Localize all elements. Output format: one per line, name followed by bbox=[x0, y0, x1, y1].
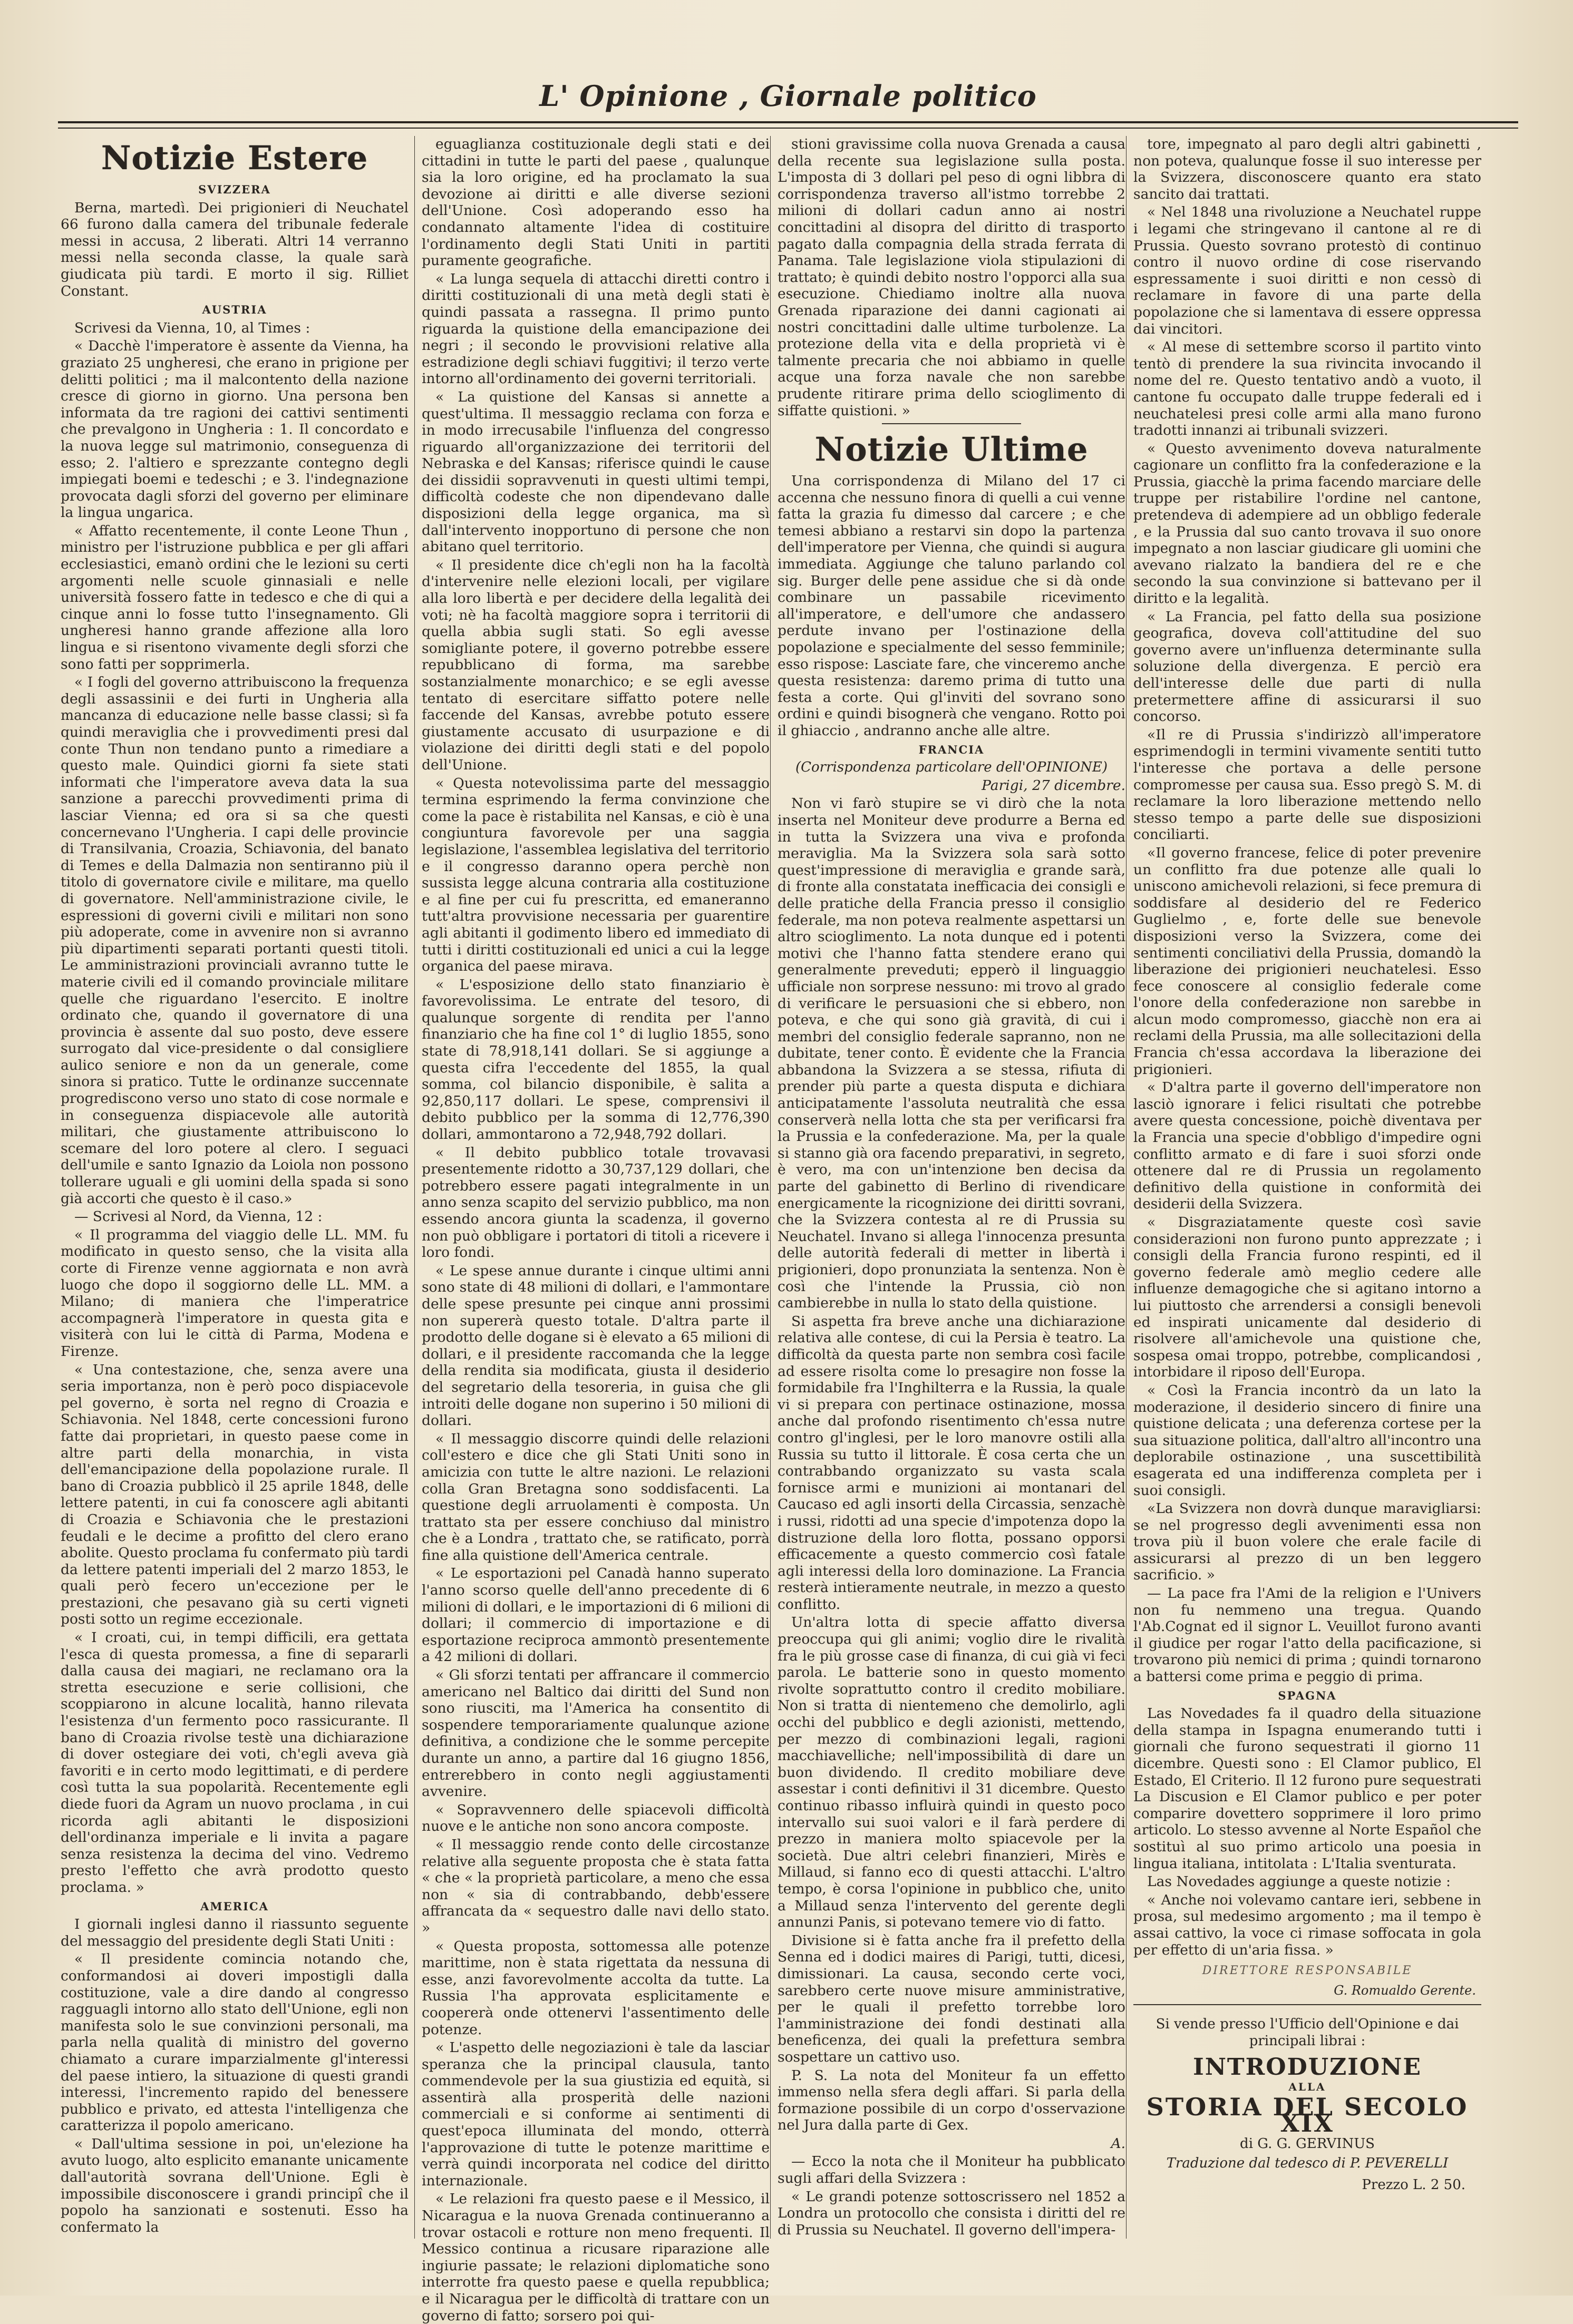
ad-intro-line: principali librai : bbox=[1249, 2033, 1366, 2049]
article-paragraph: « Il debito pubblico totale trovavasi presentemente ridotto a 30,737,129 dollari, che potrebbero essere pagati integralmente in un anno senza scapito del servizio pubblico, ma non essendo ancora giunta la scadenza, il governo non può obbligare i portatori di titoli a ricevere i loro fondi. bbox=[422, 1144, 770, 1261]
column-separator bbox=[770, 136, 771, 2239]
article-paragraph: «La Svizzera non dovrà dunque maravigliarsi: se nel progresso degli avvenimenti essa non trova più il buon volere che erale facile di assicurarsi al prezzo di un ben leggero sacrificio. » bbox=[1133, 1500, 1481, 1584]
article-paragraph: « Le spese annue durante i cinque ultimi anni sono state di 48 milioni di dollari, e l'ammontare delle spese presunte pei cinque anni prossimi non supererà questo totale. D'altra parte il prodotto delle dogane si è elevato a 65 milioni di dollari, e il presidente raccomanda che la legge della rendita sia modificata, giusta il desiderio del segretario della tesoreria, in guisa che gli introiti delle dogane non superino i 50 milioni di dollari. bbox=[422, 1262, 770, 1429]
masthead-rule-thin bbox=[58, 128, 1518, 129]
article-paragraph: « Il presidente comincia notando che, conformandosi ai doveri impostigli dalla costituzione, vale a dire dando al congresso ragguagli intorno allo stato dell'Unione, egli non manifesta solo le sue convinzioni personali, ma parla nella qualità di ministro del governo chiamato a curare imparzialmente gl'interessi del paese intiero, la situazione di questi grandi interessi, l'incremento rapido del benessere pubblico e privato, ed attesta l'intelligenza che caratterizza il popolo americano. bbox=[61, 1951, 409, 2134]
masthead: L' Opinione , Giornale politico bbox=[539, 79, 1037, 113]
column-3 bbox=[778, 136, 1125, 2265]
article-paragraph: « Sopravvennero delle spiacevoli difficoltà nuove e le antiche non sono ancora composte. bbox=[422, 1801, 770, 1835]
column-1 bbox=[61, 136, 409, 2265]
article-paragraph: — Ecco la nota che il Moniteur ha pubblicato sugli affari della Svizzera : bbox=[778, 2153, 1125, 2187]
article-paragraph: Un'altra lotta di specie affatto diversa preoccupa qui gli animi; voglio dire le rivalità fra le più grosse case di finanza, di cui già vi feci parola. Le batterie sono in questo momento rivolte soprattutto contro il credito mobiliare. Non si tratta di nientemeno che demolirlo, agli occhi del pubblico e degli azionisti, mettendo, per mezzo di combinazioni legali, ragioni macchiavelliche; nell'impossibilità di dare un buon dividendo. Il credito mobiliare deve assestar i conti definitivi il 31 dicembre. Questo continuo ribasso influirà quindi in questo poco intervallo sui suoi valori e il farà perdere di prezzo in maniera molto spiacevole per la società. Due altri celebri finanzieri, Mirès e Millaud, si fanno eco di questi attacchi. L'altro tempo, è corsa l'opinione in pubblico che, unito a Millaud senza l'intervento del gerente degli annunzi Panis, si potevano temere vio di fatto. bbox=[778, 1614, 1125, 1931]
column-separator bbox=[1126, 136, 1127, 2239]
article-paragraph: « Questa proposta, sottomessa alle potenze marittime, non è stata rigettata da nessuna di esse, anzi favorevolmente accolta da tutte. La Russia l'ha approvata esplicitamente e coopererà onde ottenervi l'assentimento delle potenze. bbox=[422, 1938, 770, 2038]
editor-note: DIRETTORE RESPONSABILE bbox=[1202, 1964, 1413, 1978]
ad-connector: ALLA bbox=[1288, 2080, 1326, 2093]
article-paragraph: Las Novedades fa il quadro della situazione della stampa in Ispagna enumerando tutti i giornali che furono sequestrati il giorno 11 dicembre. Questi sono : El Clamor publico, El Estado, El Criterio. Il 12 furono pure sequestrati La Discusion e El Clamor publico e per poter comparire dovettero sopprimere il loro primo articolo. Lo stesso avvenne al Norte Español che sostituì al suo primo articolo una poesia in lingua italiana, intitolata : L'Italia sventurata. bbox=[1133, 1705, 1481, 1872]
book-advertisement bbox=[1133, 2004, 1481, 2194]
article-paragraph: « Questa notevolissima parte del messaggio termina esprimendo la ferma convinzione che come la pace è ristabilita nel Kansas, e ciò è una congiuntura favorevole per una saggia legislazione, l'assemblea legislativa del territorio e il congresso daranno opera perchè non sussista legge alcuna contraria alla costituzione e al fine per cui fu prescritta, ed emaneranno tutt'altra provvisione necessaria per guarentire agli abitanti il godimento libero ed immediato di tutti i diritti costituzionali ed unici a cui la legge organica del paese mirava. bbox=[422, 775, 770, 975]
article-paragraph: « Il programma del viaggio delle LL. MM. fu modificato in questo senso, che la visita alla corte di Firenze venne aggiornata e non avrà luogo che dopo il soggiorno delle LL. MM. a Milano; di maniera che l'imperatrice accompagnerà l'imperatore in questa gita e visiterà con lui le città di Parma, Modena e Firenze. bbox=[61, 1226, 409, 1360]
column-4 bbox=[1133, 136, 1481, 2265]
article-paragraph: eguaglianza costituzionale degli stati e dei cittadini in tutte le parti del paese , qualunque sia la loro origine, ed ha proclamato la sua devozione ai diritti e alle diverse sezioni dell'Unione. Così adoperando esso ha condannato altamente l'idea di costituire l'ordinamento degli Stati Uniti in partiti puramente geografiche. bbox=[422, 136, 770, 269]
article-paragraph: « Il presidente dice ch'egli non ha la facoltà d'intervenire nelle elezioni locali, per vigilare alla loro libertà e per decidere della legalità dei voti; nè ha facoltà maggiore sopra i territorii di quella abbia sugli stati. So egli avesse somigliante potere, il governo potrebbe essere repubblicano di forma, ma sarebbe sostanzialmente monarchico; e se egli avesse tentato di esercitare siffatto potere nelle faccende del Kansas, avrebbe potuto essere giustamente accusato di usurpazione e di violazione dei diritti degli stati e del popolo dell'Unione. bbox=[422, 556, 770, 773]
article-paragraph: « La Francia, pel fatto della sua posizione geografica, doveva coll'attitudine del suo governo avere un'influenza determinante sulla soluzione della divergenza. E perciò era dell'interesse delle due parti di nulla pretermettere affine di assicurarsi il suo concorso. bbox=[1133, 608, 1481, 725]
article-paragraph: stioni gravissime colla nuova Grenada a causa della recente sua legislazione sulla posta. L'imposta di 3 dollari pel peso di ogni libbra di corrispondenza traverso all'istmo torrebbe 2 milioni di dollari cadun anno ai nostri concittadini al disopra del diritto di trasporto pagato dalla compagnia della strada ferrata di Panama. Tale legislazione viola stipulazioni di trattato; è quindi debito nostro l'opporci alla sua esecuzione. Chiediamo inoltre alla nuova Grenada riparazione dei danni cagionati ai nostri concittadini dalle ultime turbolenze. La protezione della vita e della proprietà vi è talmente precaria che noi abbiamo in quelle acque una forza navale che non sarebbe prudente ritirare prima dello scioglimento di siffatte quistioni. » bbox=[778, 136, 1125, 419]
article-paragraph: « Dacchè l'imperatore è assente da Vienna, ha graziato 25 ungheresi, che erano in prigione per delitti politici ; ma il malcontento della nazione cresce di giorno in giorno. Una persona ben informata da tre ragioni dei cattivi sentimenti che prevalgono in Ungheria : 1. Il concordato e la nuova legge sul matrimonio, conseguenza di esso; 2. l'altiero e sprezzante contegno degli impiegati boemi e tedeschi ; e 3. l'indegnazione provocata dagli sforzi del governo per eliminare la lingua ungarica. bbox=[61, 338, 409, 521]
article-paragraph: Divisione si è fatta anche fra il prefetto della Senna ed i dodici maires di Parigi, tutti, dicesi, dimissionari. La causa, secondo certe voci, sarebbero certe nuove misure amministrative, per le quali il prefetto torrebbe loro l'amministrazione dei fondi destinati alla beneficenza, dei quali la prefettura sembra sospettare un cattivo uso. bbox=[778, 1932, 1125, 2065]
masthead-rule bbox=[58, 121, 1518, 123]
dateline: Parigi, 27 dicembre. bbox=[982, 777, 1125, 794]
article-paragraph: « Dall'ultima sessione in poi, un'elezione ha avuto luogo, alto esplicito emanante unicamente dall'autorità sovrana dell'Unione. Egli è impossibile disconoscere i grandi principî che il popolo ha sanzionati e sostenuti. Esso ha confermato la bbox=[61, 2135, 409, 2235]
correspondence-heading: (Corrispondenza particolare dell'OPINIONE) bbox=[795, 759, 1108, 776]
article-paragraph: « L'aspetto delle negoziazioni è tale da lasciar speranza che la principal clausula, tanto commendevole per la sua giustizia ed equità, si assentirà alla prosperità delle nazioni commerciali e si conforme ai sentimenti di quest'epoca illuminata del mondo, otterrà l'approvazione di tutte le potenze marittime e verrà quindi incorporata nel codice del diritto internazionale. bbox=[422, 2039, 770, 2189]
article-paragraph: « La quistione del Kansas si annette a quest'ultima. Il messaggio reclama con forza e in modo irrecusabile l'influenza del congresso riguardo all'organizzazione dei territorii del Nebraska e del Kansas; riferisce quindi le cause dei dissidii sopravvenuti in questi ultimi tempi, difficoltà codeste che non dipendevano dalle disposizioni della legge organica, ma sì dall'intervento inopportuno di persone che non abitano quel territorio. bbox=[422, 388, 770, 555]
subsection-heading: AUSTRIA bbox=[202, 303, 267, 317]
article-paragraph: Berna, martedì. Dei prigionieri di Neuchatel 66 furono dalla camera del tribunale federale messi in accusa, 2 liberati. Altri 14 verranno messi nella seconda classe, la quale sarà giudicata più tardi. E morto il sig. Rilliet Constant. bbox=[61, 199, 409, 299]
article-paragraph: « Le esportazioni pel Canadà hanno superato l'anno scorso quelle dell'anno precedente di 6 milioni di dollari, e le importazioni di 6 milioni di dollari; il commercio di importazione e di esportazione reciproca ammontò presentemente a 42 milioni di dollari. bbox=[422, 1565, 770, 1665]
subsection-heading: AMERICA bbox=[200, 1899, 269, 1913]
article-paragraph: « Una contestazione, che, senza avere una seria importanza, non è però poco dispiacevole pel governo, è sorta nel regno di Croazia e Schiavonia. Nel 1848, certe concessioni furono fatte dai proprietari, in questo paese come in altre parti della monarchia, in vista dell'emancipazione della popolazione rurale. Il bano di Croazia pubblicò il 25 aprile 1848, delle lettere patenti, in cui fa conoscere agli abitanti di Croazia e Schiavonia che le prestazioni feudali e le decime a profitto del clero erano abolite. Questo proclama fu confermato più tardi da lettere patenti imperiali del 2 marzo 1853, le quali però fecero un'eccezione per le prestazioni, che pesavano già su certi vigneti posti sotto un regime eccezionale. bbox=[61, 1361, 409, 1628]
article-paragraph: « I croati, cui, in tempi difficili, era gettata l'esca di questa promessa, a fine di separarli dalla causa dei magiari, ne reclamano ora la stretta esecuzione e serie collisioni, che scoppiarono in alcune località, hanno rilevata l'esistenza d'un fermento poco rassicurante. Il bano di Croazia rivolse testè una dichiarazione di dover ostegiare dei voti, ch'egli aveva già favoriti e in certo modo legittimati, e di perdere così tutta la sua popolarità. Recentemente egli diede fuori da Agram un nuovo proclama , in cui ricorda agli abitanti le disposizioni dell'ordinanza imperiale e li invita a pagare senza resistenza la decima del vino. Vedremo presto l'effetto che avrà prodotto questo proclama. » bbox=[61, 1629, 409, 1896]
article-paragraph: Las Novedades aggiunge a queste notizie : bbox=[1147, 1873, 1451, 1890]
article-paragraph: tore, impegnato al paro degli altri gabinetti , non poteva, qualunque fosse il suo interesse per la Svizzera, disconoscere quanto era stato sancito dai trattati. bbox=[1133, 136, 1481, 202]
ad-translator: Traduzione dal tedesco di P. PEVERELLI bbox=[1166, 2155, 1449, 2171]
section-title-latest-news: Notizie Ultime bbox=[814, 430, 1089, 469]
article-paragraph: Scrivesi da Vienna, 10, al Times : bbox=[74, 319, 310, 336]
subsection-heading: SPAGNA bbox=[1278, 1688, 1337, 1702]
article-paragraph: — La pace fra l'Ami de la religion e l'Univers non fu nemmeno una tregua. Quando l'Ab.Cognat ed il signor L. Veuillot furono avanti il giudice per rogar l'atto della pacificazione, si trovarono più nemici di prima ; quindi tornarono a battersi come prima e peggio di prima. bbox=[1133, 1585, 1481, 1685]
ad-book-title: STORIA DEL SECOLO XIX bbox=[1146, 2092, 1469, 2138]
article-paragraph: « Le grandi potenze sottoscrissero nel 1852 a Londra un protocollo che consista i diritti del re di Prussia su Neuchatel. Il governo dell'impera- bbox=[778, 2188, 1125, 2238]
subsection-heading: FRANCIA bbox=[918, 743, 985, 756]
section-title-foreign-news: Notizie Estere bbox=[101, 139, 368, 177]
article-paragraph: I giornali inglesi danno il riassunto seguente del messaggio del presidente degli Stati Uniti : bbox=[61, 1916, 409, 1949]
article-paragraph: « Gli sforzi tentati per affrancare il commercio americano nel Baltico dai diritti del Sund non sono riusciti, ma l'America ha consentito di sospendere temporariamente qualunque azione definitiva, a condizione che le somme percepite durante un anno, a partire dal 16 giugno 1856, entrerebbero in conto negli aggiustamenti avvenire. bbox=[422, 1667, 770, 1800]
article-paragraph: « Il messaggio rende conto delle circostanze relative alla seguente proposta che è stata fatta « che « la proprietà particolare, a meno che essa non « sia di contrabbando, debb'essere affrancata da « sequestro dalle navi dello stato. » bbox=[422, 1836, 770, 1936]
ad-price: Prezzo L. 2 50. bbox=[1362, 2177, 1465, 2193]
article-paragraph: « Nel 1848 una rivoluzione a Neuchatel ruppe i legami che stringevano il cantone al re di Prussia. Questo sovrano protestò di continuo contro il nuovo ordine di cose riservando espressamente i suoi diritti e non cessò di reclamare in favore di una parte della popolazione che si lamentava di essere oppressa dai vincitori. bbox=[1133, 204, 1481, 337]
ad-title: INTRODUZIONE bbox=[1193, 2054, 1422, 2081]
article-paragraph: Non vi farò stupire se vi dirò che la nota inserta nel Moniteur deve produrre a Berna ed in tutta la Svizzera una viva e profonda meraviglia. Ma la Svizzera sola sarà sotto quest'impressione di meraviglia e grande sarà, di fronte alla constatata inefficacia dei consigli e delle pratiche della Francia presso il consiglio federale, ma non poteva realmente aspettarsi un altro scioglimento. La nota dunque ed i potenti motivi che l'hanno fatta stendere erano qui generalmente preveduti; epperò il linguaggio ufficiale non sorprese nessuno: mi trovo al grado di verificare le persuasioni che si ebbero, non poteva, e che qui sono già gravità, di cui i membri del consiglio federale sapranno, non ne dubitate, tener conto. È evidente che la Francia abbandona la Svizzera a se stessa, rifiuta di prender più parte a questa disputa e dichiara anticipatamente l'assoluta neutralità che essa conserverà nella lotta che sta per verificarsi fra la Prussia e la confederazione. Ma, per la quale si stanno già ora facendo preparativi, in segreto, è vero, ma con un'intenzione ben decisa da parte del gabinetto di Berlino di rivendicare energicamente la ricognizione dei diritti sovrani, che la Svizzera contesta al re di Prussia su Neuchatel. Invano si allega l'innocenza presunta delle autorità federali di metter in libertà i prigionieri, dopo pronunziata la sentenza. Non è così che l'intende la Prussia, ciò non cambierebbe in nulla lo stato della quistione. bbox=[778, 795, 1125, 1312]
article-paragraph: « Disgraziatamente queste così savie considerazioni non furono punto apprezzate ; i consigli della Francia furono respinti, ed il governo federale amò meglio cedere alle influenze demagogiche che si agitano intorno a lui piuttosto che arrendersi a consigli benevoli ed inspirati unicamente dal desiderio di risolvere all'amichevole una quistione che, sospesa omai troppo, potrebbe, complicandosi , intorbidare il riposo dell'Europa. bbox=[1133, 1214, 1481, 1381]
article-paragraph: P. S. La nota del Moniteur fa un effetto immenso nella sfera degli affari. Si parla della formazione possibile di un corpo d'osservazione nel Jura dalla parte di Gex. bbox=[778, 2067, 1125, 2134]
article-paragraph: « Questo avvenimento doveva naturalmente cagionare un conflitto fra la confederazione e la Prussia, giacchè la prima facendo marciare delle truppe per ristabilire l'ordine nel cantone, pretendeva di adempiere ad un obbligo federale , e la Prussia dal suo canto trovava il suo onore impegnato a non lasciar giudicare gli uomini che avevano rialzato la bandiera del re e che secondo la sua convinzione si battevano per il diritto e la legalità. bbox=[1133, 440, 1481, 607]
ad-intro-line: Si vende presso l'Ufficio dell'Opinione e dai bbox=[1156, 2016, 1459, 2033]
article-paragraph: « Affatto recentemente, il conte Leone Thun , ministro per l'istruzione pubblica e per gli affari ecclesiastici, emanò ordini che le lezioni su certi argomenti nelle scuole ginnasiali e nelle università fossero fatte in tedesco e che di qui a cinque anni lo fosse tutto l'insegnamento. Gli ungheresi hanno grande affezione alla loro lingua e si risentono vivamente degli sforzi che sono fatti per sopprimerla. bbox=[61, 522, 409, 672]
article-paragraph: Si aspetta fra breve anche una dichiarazione relativa alle contese, di cui la Persia è teatro. La difficoltà da questa parte non sembra così facile ad essere risolta come lo presagire non fosse la formidabile fra l'Inghilterra e la Russia, la quale vi si prepara con pertinace ostinazione, mossa anche dal profondo risentimento ch'essa nutre contro gl'inglesi, per le loro manovre ostili alla Russia su tutto il littorale. È cosa certa che un contrabbando organizzato su vasta scala fornisce armi e munizioni ai montanari del Caucaso ed agli insorti della Circassia, senzachè i russi, ridotti ad una specie d'impotenza dopo la distruzione della loro flotta, possano opporsi efficacemente a questo commercio così fatale agli interessi della loro dominazione. La Francia resterà intieramente neutrale, in mezzo a questo conflitto. bbox=[778, 1313, 1125, 1613]
article-paragraph: « Il messaggio discorre quindi delle relazioni coll'estero e dice che gli Stati Uniti sono in amicizia con tutte le altre nazioni. Le relazioni colla Gran Bretagna sono soddisfacenti. La questione degli arruolamenti è composta. Un trattato sta per essere conchiuso dal ministro che è a Londra , trattato che, se ratificato, porrà fine alla quistione dell'America centrale. bbox=[422, 1430, 770, 1564]
editor-signature: G. Romualdo Gerente. bbox=[1334, 1983, 1476, 1998]
article-paragraph: « L'esposizione dello stato finanziario è favorevolissima. Le entrate del tesoro, di qualunque sorgente di rendita per l'anno finanziario che ha fine col 1° di luglio 1855, sono state di 78,918,141 dollari. Se si aggiunge a questa cifra l'eccedente del 1855, la qual somma, col bilancio disponibile, è salita a 92,850,117 dollari. Le spese, comprensivi il debito pubblico per la somma di 12,776,390 dollari, ammontarono a 72,948,792 dollari. bbox=[422, 976, 770, 1143]
ad-author: di G. G. GERVINUS bbox=[1240, 2135, 1375, 2152]
column-separator bbox=[414, 136, 415, 2239]
article-paragraph: « Anche noi volevamo cantare ieri, sebbene in prosa, sul medesimo argomento ; ma il tempo è assai cattivo, la voce ci rimase soffocata in gola per effetto di un'aria fissa. » bbox=[1133, 1891, 1481, 1958]
article-paragraph: « Al mese di settembre scorso il partito vinto tentò di prendere la sua rivincita invocando il nome del re. Questo tentativo andò a vuoto, il cantone fu occupato dalle truppe federali ed i neuchatelesi presi colle armi alla mano furono tradotti innanzi ai tribunali svizzeri. bbox=[1133, 339, 1481, 439]
article-paragraph: «Il re di Prussia s'indirizzò all'imperatore esprimendogli in termini vivamente sentiti tutto l'interesse che portava a delle persone compromesse per causa sua. Esso pregò S. M. di reclamare la loro liberazione mettendo nello stesso tempo a parte delle sue disposizioni conciliarti. bbox=[1133, 726, 1481, 843]
article-paragraph: « Le relazioni fra questo paese e il Messico, il Nicaragua e la nuova Grenada continueranno a trovar ostacoli e rotture non meno frequenti. Il Messico continua a ricusare riparazione alle ingiurie passate; le relazioni diplomatiche sono interrotte fra questo paese e quella repubblica; e il Nicaragua per le difficoltà di trattare con un governo di fatto; sorsero poi qui- bbox=[422, 2191, 770, 2324]
article-paragraph: « Così la Francia incontrò da un lato la moderazione, il desiderio sincero di finire una quistione delicata ; una deferenza cortese per la sua situazione politica, dall'altro all'incontro una deplorabile ostinazione , una suscettibilità esagerata ed una indifferenza completa per i suoi consigli. bbox=[1133, 1382, 1481, 1499]
subsection-heading: SVIZZERA bbox=[198, 183, 271, 196]
article-paragraph: Una corrispondenza di Milano del 17 ci accenna che nessuno finora di quelli a cui venne fatta la grazia fu dimesso dal carcere ; e che temesi abbiano a restarvi sin dopo la partenza dell'imperatore per Vienna, che quindi si augura immediata. Aggiunge che taluno parlando col sig. Burger delle pene assidue che si dà onde combinare un passabile ricevimento all'imperatore, e dell'umore che andassero perdute invano per l'ostinazione della popolazione e specialmente del sesso femminile; esso rispose: Lasciate fare, che vinceremo anche questa resistenza: daremo prima di tutto una festa a corte. Qui gl'inviti del sovrano sono ordini e quindi bisognerà che vengano. Rotto poi il ghiaccio , andranno anche alle altre. bbox=[778, 473, 1125, 739]
author-initial: A. bbox=[1111, 2135, 1125, 2152]
article-paragraph: — Scrivesi al Nord, da Vienna, 12 : bbox=[74, 1208, 323, 1225]
article-paragraph: « D'altra parte il governo dell'imperatore non lasciò ignorare i felici risultati che potrebbe avere questa concessione, poichè diventava per la Francia una specie d'obbligo d'impedire ogni conflitto armato e di fare i suoi sforzi onde ottenere dal re di Prussia un regolamento definitivo della quistione in conformità dei desiderii della Svizzera. bbox=[1133, 1079, 1481, 1213]
article-paragraph: « I fogli del governo attribuiscono la frequenza degli assassinii e dei furti in Ungheria alla mancanza di educazione nelle basse classi; sì fa quindi meraviglia che i provvedimenti presi dal conte Thun non tendano punto a rimediare a questo male. Quindici giorni fa siete stati informati che l'imperatore aveva data la sua sanzione a parecchi provvedimenti prima di lasciar Vienna; ed ora si sa che questi concernevano l'Ungheria. I capi delle provincie di Transilvania, Croazia, Schiavonia, del banato di Temes e della Dalmazia non sentiranno più il titolo di governatore civile e militare, ma quello di governatore. Nell'amministrazione civile, le espressioni di governi civili e militari non sono più adoperate, come in avvenire non si avranno più dipartimenti separati portanti questi titoli. Le amministrazioni provinciali avranno tutte le materie civili ed il comando provinciale militare quelle che riguardano l'esercito. E inoltre ordinato che, quando il governatore di una provincia è assente dal suo posto, deve essere surrogato dal vice-presidente o dal consigliere aulico seniore e non da un generale, come sinora si pratico. Tutte le ordinanze succennate progrediscono verso uno stato di cose normale e in conseguenza dispiacevole alle autorità militari, che giustamente attribuiscono lo scemare del loro potere al clero. I seguaci dell'umile e santo Ignazio da Loiola non possono tollerare uguali e gli uomini della spada si sono già accorti che questo è il caso.» bbox=[61, 674, 409, 1207]
article-paragraph: «Il governo francese, felice di poter prevenire un conflitto fra due potenze alle quali lo uniscono amichevoli relazioni, si fece premura di soddisfare al desiderio del re Federico Guglielmo , e, forte delle sue benevole disposizioni verso la Svizzera, come dei sentimenti conciliativi della Prussia, domandò la liberazione dei prigionieri neuchatelesi. Esso fece conoscere al consiglio federale come l'onore della confederazione non sarebbe in alcun modo compromesso, giacchè non era ai reclami della Prussia, ma alle sollecitazioni della Francia ch'essa accordava la liberazione dei prigionieri. bbox=[1133, 844, 1481, 1078]
article-end-rule bbox=[882, 423, 1021, 424]
column-2 bbox=[422, 136, 770, 2324]
article-paragraph: « La lunga sequela di attacchi diretti contro i diritti costituzionali di una metà degli stati è quindi passata a rassegna. Il primo punto riguarda la quistione della emancipazione dei negri ; il secondo le provvisioni relative alla estradizione degli schiavi fuggitivi; il terzo verte intorno all'ordinamento dei governi territoriali. bbox=[422, 270, 770, 387]
